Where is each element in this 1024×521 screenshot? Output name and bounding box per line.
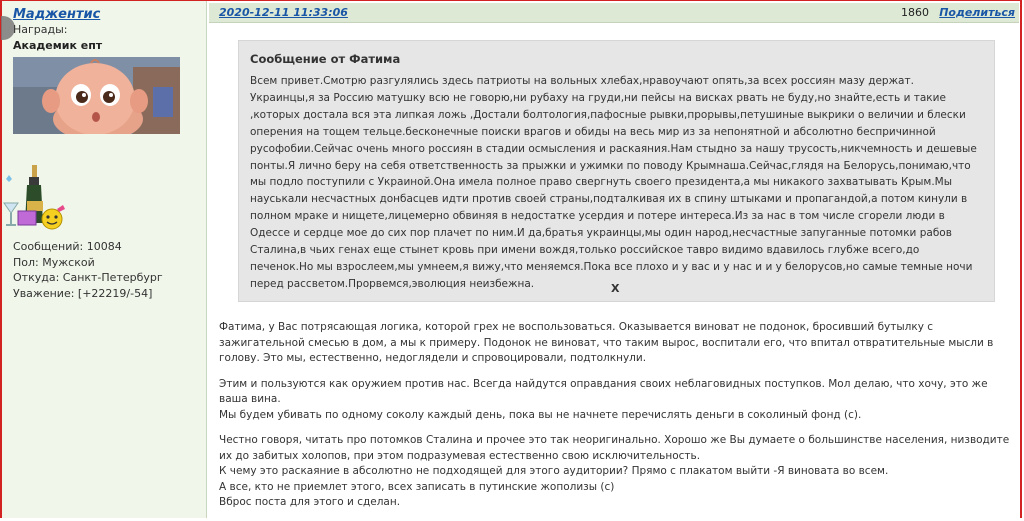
reply-paragraph: Фатима, у Вас потрясающая логика, которой грех не воспользоваться. Оказывается виноват не подонок, бросивший бутылку с зажигательной смесью в дом, а мы к примеру. Подонок не виноват, что таким вырос, воспитали его, что впитал отвратительные мысли в голову. Это мы, естественно, недоглядели и спровоцировали, подтолкнули. [219, 321, 994, 364]
user-stats [13, 239, 163, 301]
awards-label: Награды: [13, 23, 68, 36]
reply-line: А все, кто не приемлет этого, всех записать в путинские жополизы (с) [219, 480, 615, 493]
reply-line: К чему это раскаяние в абсолютно не подходящей для этого аудитории? Прямо с плакатом выйти -Я виновата во всем. [219, 465, 889, 477]
stat-posts: Сообщений: 10084 [13, 240, 122, 253]
reply-line: Мы будем убивать по одному соколу каждый день, пока вы не начнете перечислять деньги в соколиный фонд (с). [219, 408, 862, 421]
reply-line: Вброс поста для этого и сделан. [219, 496, 401, 508]
stat-location: Откуда: Санкт-Петербург [13, 271, 163, 284]
quote-close-button[interactable]: X [611, 282, 620, 295]
quote-text: Всем привет.Смотрю разгулялись здесь патриоты на вольных хлебах,нравоучают опять,за всех россиян мазу держат. Украинцы,я за Россию матушку всю не говорю,ни рубаху на груди,ни пейсы на висках рвать не буду,но знайте,есть и такие ,которых достала вся эта липкая ложь ,Достали болтология,пафосные рывки,прорывы,петушиные выкрики о величии и блески оперения на тощем тельце.бесконечные поиски врагов и обиды на весь мир из за непонятной и абсолютно беспричинной русофобии.Сейчас очень много россиян в стадии осмысления и раскаяния.Нам стыдно за нашу трусость,никчемность и дешевые понты.Я лично беру на себя ответственность за прыжки и ужимки по поводу Крымнаша.Сейчас,глядя на Белорусь,понимаю,что мы подло поступили с Украиной.Она имела полное право свергнуть своего президента,а мы никакого захватывать Крым.Мы науськали несчастных донбасцев идти против своей страны,подталкивая их в спину штыками и пропагандой,а потом кинули в полном мраке и нищете,лицемерно обвиняя в недостатке усердия и потере интереса.Из за нас в том числе сгорели люди в Одессе и сердце мое до сих пор плачет по ним.И да,братья украинцы,мы один народ,несчастные запуганные потомки рабов Сталина,в чьих генах еще стынет кровь при имени вождя,только российское тавро видимо вдавилось глубже всего,до печенок.Но мы взрослеем,мы умнеем,я вижу,что меняемся.Пока все плохо и у вас и у нас и и у белорусов,но самые темные ночи перед рассветом.Прорвемся,эволюция неизбежна. [250, 75, 977, 290]
avatar [13, 57, 180, 134]
reply-line: Честно говоря, читать про потомков Сталина и прочее это так неоригинально. Хорошо же Вы думаете о большинстве населения, низводите их до забитых холопов, при этом подразумевая естественно свою исключительность. [219, 434, 1010, 462]
share-link[interactable]: Поделиться [939, 6, 1015, 19]
award-name: Академик епт [13, 39, 103, 52]
stat-gender: Пол: Мужской [13, 255, 95, 269]
username-link[interactable]: Маджентис [13, 7, 101, 22]
post-date-link[interactable]: 2020-12-11 11:33:06 [219, 6, 348, 19]
stat-respect: Уважение: [+22219/-54] [13, 286, 153, 300]
reply-paragraph [219, 377, 1011, 424]
gift-icon [2, 163, 72, 233]
reply-paragraph [219, 433, 1011, 511]
post-number: 1860 [901, 6, 929, 19]
user-sidebar [2, 1, 207, 518]
post-body [219, 320, 1011, 521]
post-header [209, 3, 1019, 23]
quote-block [238, 40, 995, 302]
reply-line: Этим и пользуются как оружием против нас. Всегда найдутся оправдания своих неблаговидных поступков. Мол делаю, что хочу, это же ваша вина. [219, 377, 988, 405]
quote-title: Сообщение от Фатима [250, 52, 401, 66]
